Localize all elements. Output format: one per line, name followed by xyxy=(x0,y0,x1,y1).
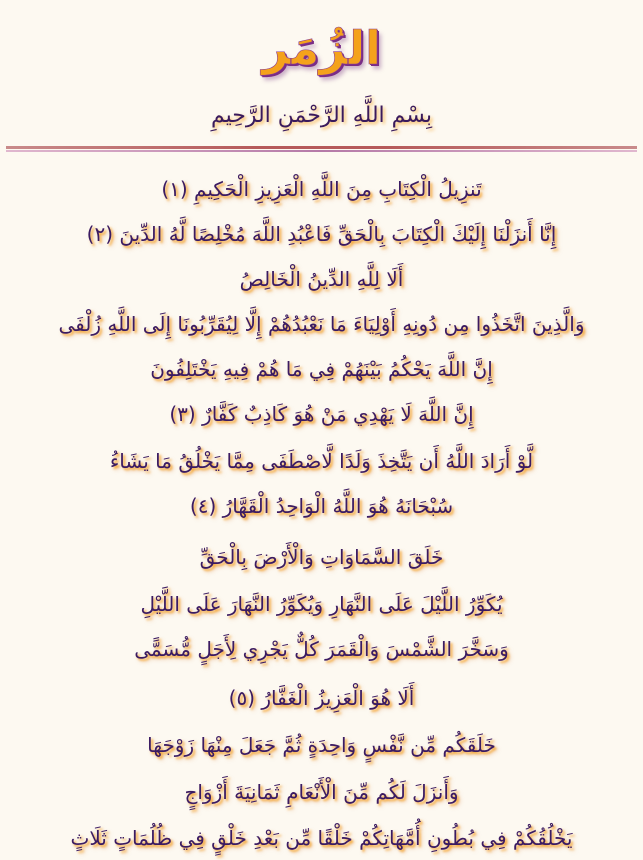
title-divider xyxy=(6,146,637,152)
verse-line-14: وَأَنزَلَ لَكُم مِّنَ الْأَنْعَامِ ثَمَانِيَةَ أَزْوَاجٍ xyxy=(184,780,459,804)
verse-line-1: تَنزِيلُ الْكِتَابِ مِنَ اللَّهِ الْعَزِيزِ الْحَكِيمِ (١) xyxy=(161,177,482,201)
surah-title: الزُمَر xyxy=(262,21,381,75)
verse-line-11: وَسَخَّرَ الشَّمْسَ وَالْقَمَرَ كُلٌّ يَجْرِي لِأَجَلٍ مُّسَمًّى xyxy=(134,637,509,661)
verse-line-9: خَلَقَ السَّمَاوَاتِ وَالْأَرْضَ بِالْحَقِّ xyxy=(199,545,444,569)
verse-line-4: وَالَّذِينَ اتَّخَذُوا مِن دُونِهِ أَوْلِيَاءَ مَا نَعْبُدُهُمْ إِلَّا لِيُقَرِّبُونَا إِلَى اللَّهِ زُلْفَى xyxy=(58,312,585,336)
basmala: بِسْمِ اللَّهِ الرَّحْمَنِ الرَّحِيمِ xyxy=(210,103,433,128)
verse-line-15: يَخْلُقُكُمْ فِي بُطُونِ أُمَّهَاتِكُمْ خَلْقًا مِّن بَعْدِ خَلْقٍ فِي ظُلُمَاتٍ ثَلَاثٍ xyxy=(70,826,573,850)
verse-line-2: إِنَّا أَنزَلْنَا إِلَيْكَ الْكِتَابَ بِالْحَقِّ فَاعْبُدِ اللَّهَ مُخْلِصًا لَّهُ الدِّينَ (٢) xyxy=(86,222,557,246)
verse-line-12: أَلَا هُوَ الْعَزِيزُ الْغَفَّارُ (٥) xyxy=(228,686,415,710)
divider-line-primary xyxy=(6,146,637,149)
divider-line-secondary xyxy=(6,150,637,152)
verse-line-13: خَلَقَكُم مِّن نَّفْسٍ وَاحِدَةٍ ثُمَّ جَعَلَ مِنْهَا زَوْجَهَا xyxy=(147,733,496,757)
verse-line-10: يُكَوِّرُ اللَّيْلَ عَلَى النَّهَارِ وَيُكَوِّرُ النَّهَارَ عَلَى اللَّيْلِ xyxy=(140,592,503,616)
verse-line-7: لَّوْ أَرَادَ اللَّهُ أَن يَتَّخِذَ وَلَدًا لَّاصْطَفَى مِمَّا يَخْلُقُ مَا يَشَاءُ xyxy=(109,449,534,473)
verse-line-8: سُبْحَانَهُ هُوَ اللَّهُ الْوَاحِدُ الْقَهَّارُ (٤) xyxy=(189,494,454,518)
verse-line-3: أَلَا لِلَّهِ الدِّينُ الْخَالِصُ xyxy=(239,267,404,291)
verse-line-6: إِنَّ اللَّهَ لَا يَهْدِي مَنْ هُوَ كَاذِبٌ كَفَّارٌ (٣) xyxy=(169,402,474,426)
verse-line-5: إِنَّ اللَّهَ يَحْكُمُ بَيْنَهُمْ فِي مَا هُمْ فِيهِ يَخْتَلِفُونَ xyxy=(150,357,493,381)
